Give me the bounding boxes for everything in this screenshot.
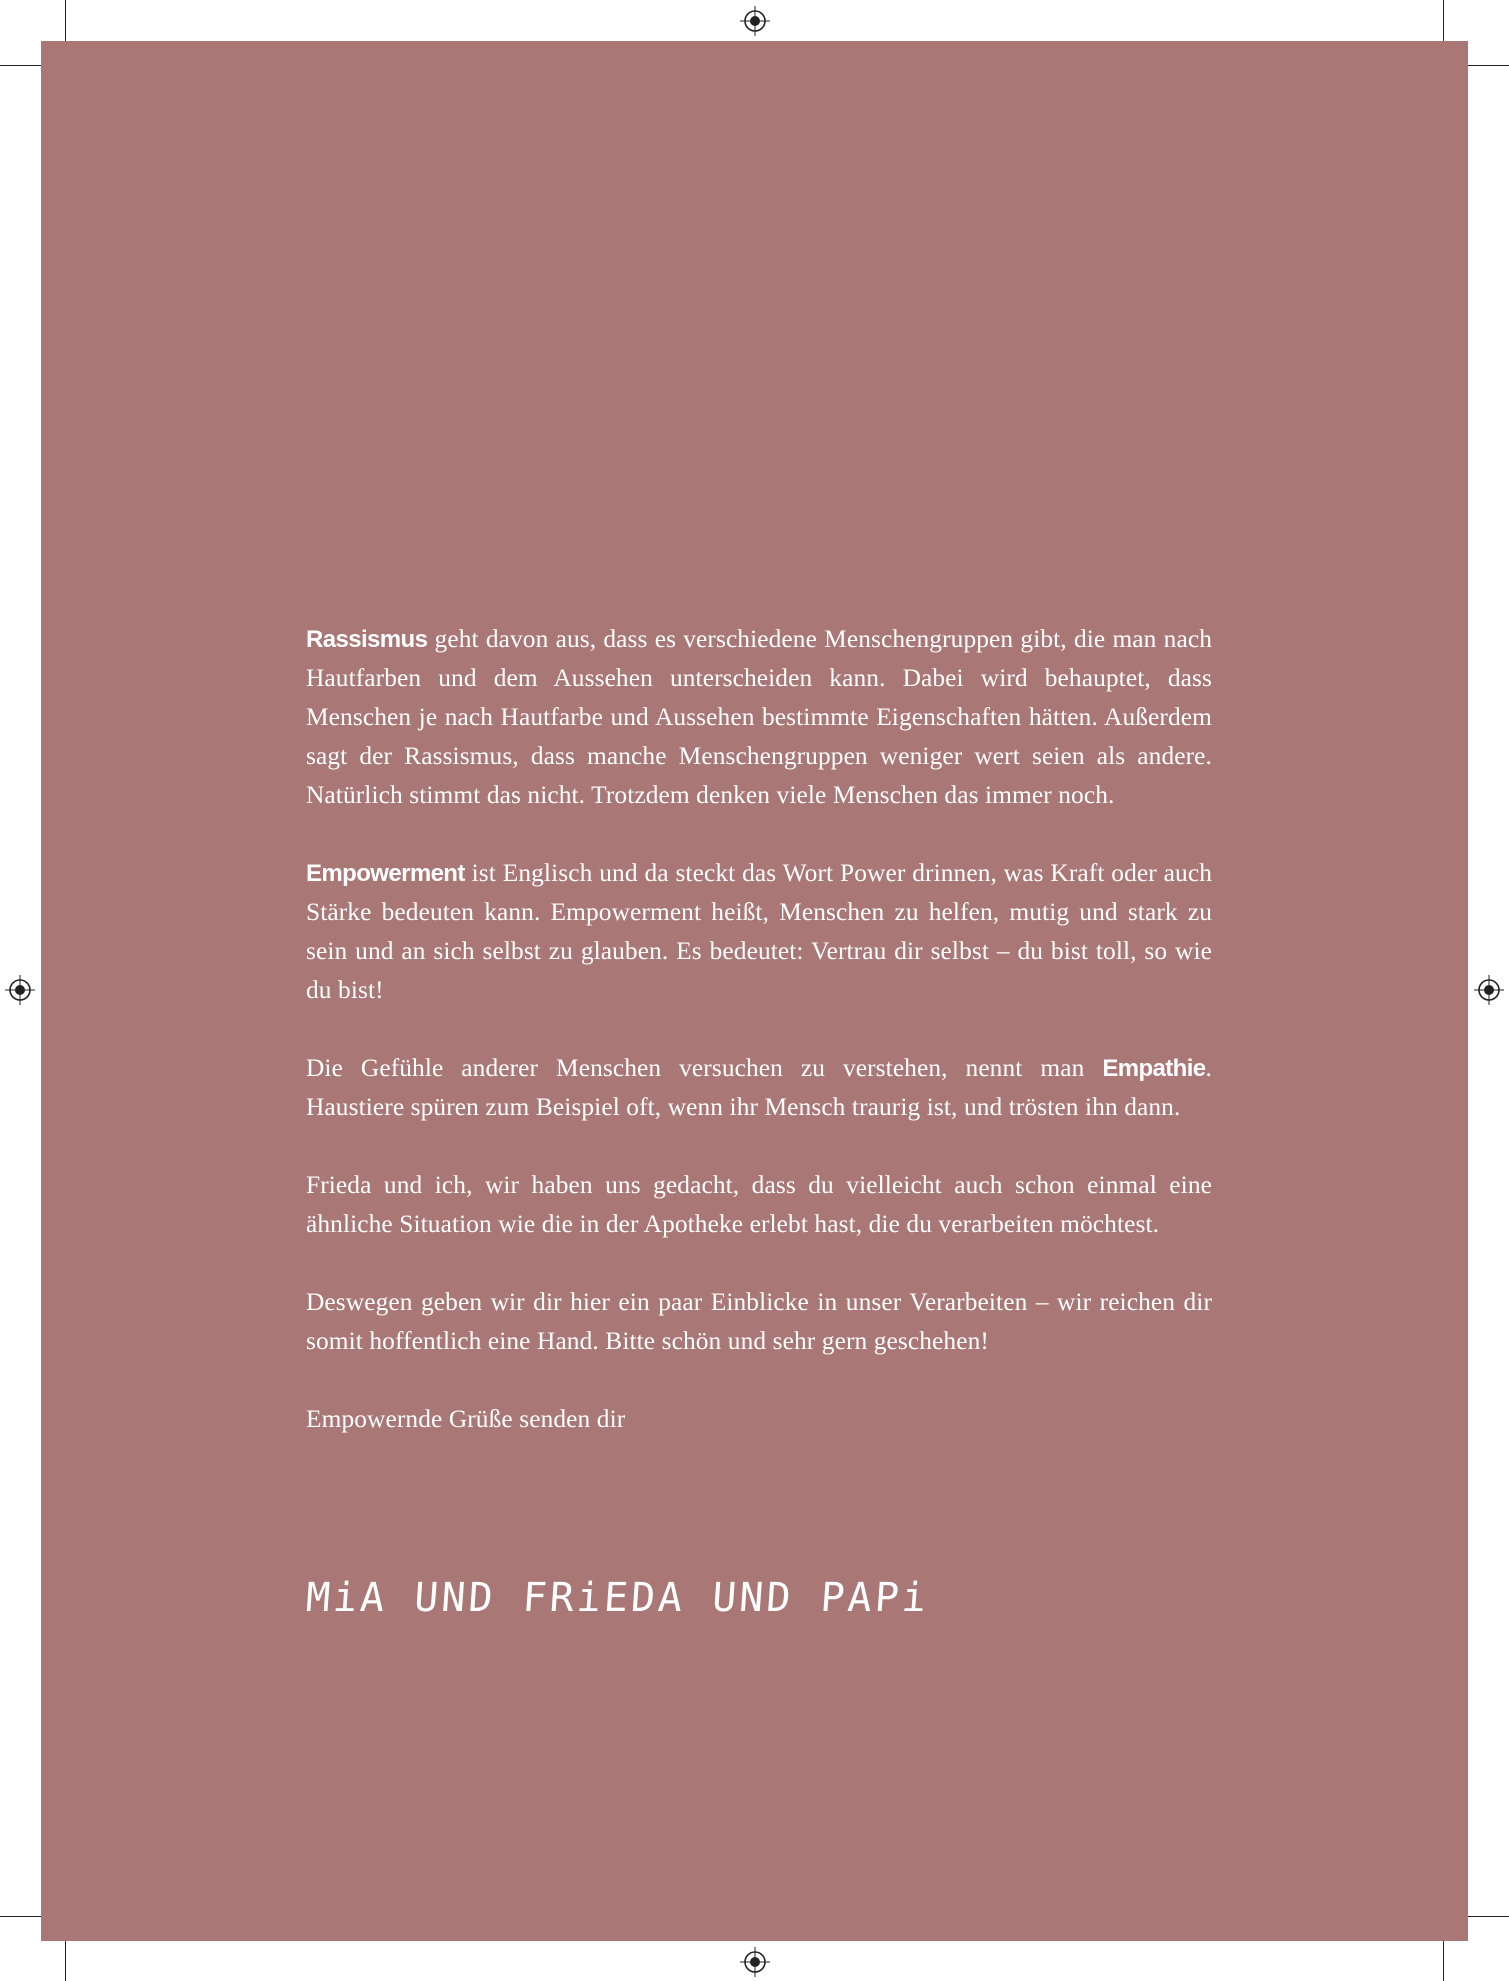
registration-mark-icon xyxy=(5,975,35,1005)
crop-line xyxy=(1468,65,1509,66)
body-text xyxy=(306,620,1212,1478)
crop-line xyxy=(1468,1916,1509,1917)
paragraph-text: . Haustiere spüren zum Beispiel oft, wenn ihr Mensch traurig ist, und trösten ihn dann. xyxy=(306,1054,1212,1121)
registration-mark-icon xyxy=(1474,975,1504,1005)
paragraph-empathie xyxy=(306,1049,1212,1127)
paragraph-text: geht davon aus, dass es verschiedene Menschengruppen gibt, die man nach Hautfarben und dem Aussehen unterscheiden kann. Dabei wird behauptet, dass Menschen je nach Hautfarbe und Aussehen bestimmte Eigenschaften hätten. Außerdem sagt der Rassismus, dass manche Menschengruppen weniger wert seien als andere. Natürlich stimmt das nicht. Trotzdem denken viele Menschen das immer noch. xyxy=(306,625,1212,809)
signature: MiA UND FRiEDA UND PAPi xyxy=(304,1575,931,1621)
crop-line xyxy=(1443,1941,1444,1981)
crop-line xyxy=(65,0,66,41)
term-empowerment: Empowerment xyxy=(306,860,465,887)
registration-mark-icon xyxy=(740,6,770,36)
term-rassismus: Rassismus xyxy=(306,626,428,653)
paragraph-situation: Frieda und ich, wir haben uns gedacht, dass du vielleicht auch schon einmal eine ähnliche Situation wie die in der Apotheke erlebt hast, die du verarbeiten möchtest. xyxy=(306,1171,1212,1238)
paragraph-text: ist Englisch und da steckt das Wort Power drinnen, was Kraft oder auch Stärke bedeuten kann. Empowerment heißt, Menschen zu helfen, mutig und stark zu sein und an sich selbst zu glauben. Es bedeutet: Vertrau dir selbst – du bist toll, so wie du bist! xyxy=(306,859,1212,1004)
crop-line xyxy=(65,1941,66,1981)
paragraph-empowerment xyxy=(306,854,1212,1010)
paragraph-einblicke: Deswegen geben wir dir hier ein paar Einblicke in unser Verarbeiten – wir reichen dir somit hoffentlich eine Hand. Bitte schön und sehr gern geschehen! xyxy=(306,1288,1212,1355)
paragraph-text: Die Gefühle anderer Menschen versuchen zu verstehen, nennt man xyxy=(306,1054,1103,1082)
term-empathie: Empathie xyxy=(1102,1055,1206,1082)
crop-line xyxy=(0,1916,41,1917)
crop-line xyxy=(1443,0,1444,41)
paragraph-greeting: Empowernde Grüße senden dir xyxy=(306,1405,626,1433)
paragraph-rassismus xyxy=(306,620,1212,815)
registration-mark-icon xyxy=(740,1947,770,1977)
crop-line xyxy=(0,65,41,66)
